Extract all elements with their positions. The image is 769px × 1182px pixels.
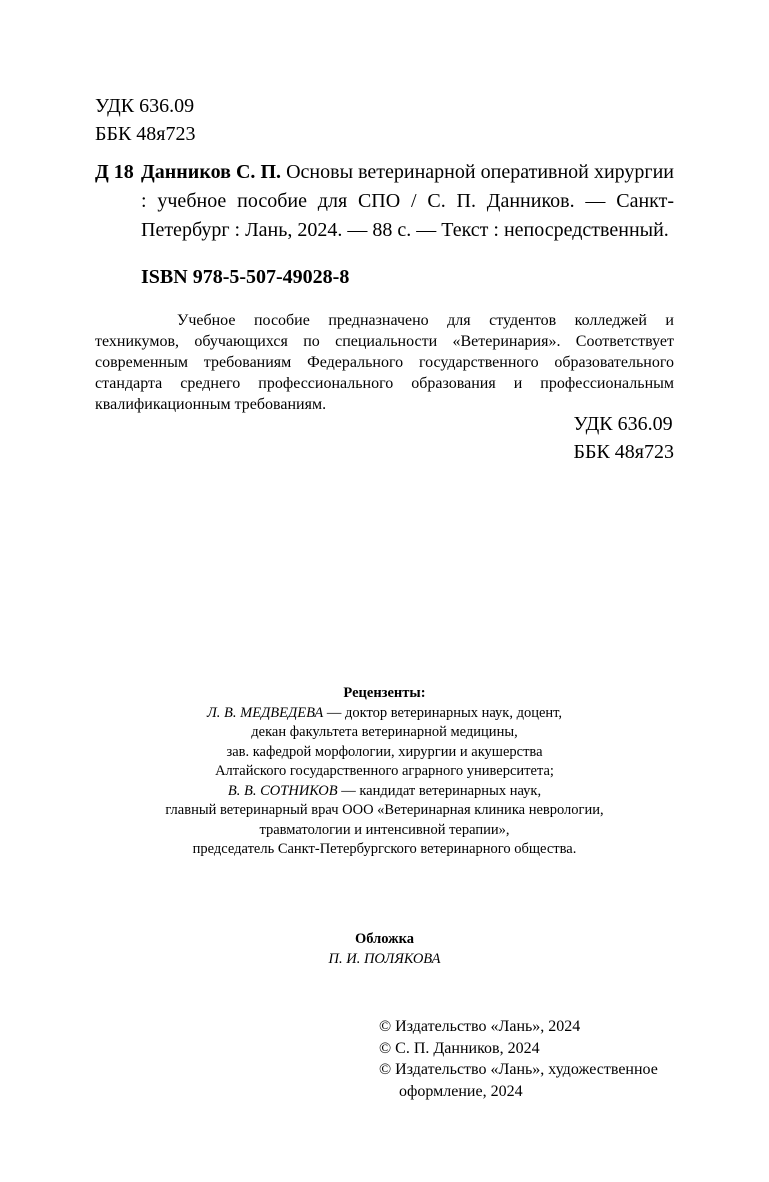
reviewer-1-line <box>95 704 674 724</box>
copyright-line: © Издательство «Лань», художественное оформление, 2024 <box>379 1061 658 1100</box>
copyright-line: © Издательство «Лань», 2024 <box>379 1018 581 1035</box>
copyright-line: © С. П. Данников, 2024 <box>379 1039 540 1057</box>
bbk-code: ББК 48я723 <box>573 441 674 463</box>
isbn: ISBN 978-5-507-49028-8 <box>141 266 350 288</box>
copyright-block <box>379 1016 699 1102</box>
udk-code: УДК 636.09 <box>573 413 673 435</box>
bibliographic-description <box>141 158 674 245</box>
author-code: Д 18 <box>95 161 134 183</box>
reviewer-1-title: — доктор ветеринарных наук, доцент, <box>323 704 563 721</box>
reviewer-2-position: главный ветеринарный врач ООО «Ветеринарная клиника неврологии, <box>165 802 604 818</box>
reviewer-2-society: председатель Санкт-Петербургского ветеринарного общества. <box>192 841 577 857</box>
reviewers-block <box>95 684 674 860</box>
classification-top <box>95 92 196 148</box>
annotation-text: Учебное пособие предназначено для студентов колледжей и техникумов, обучающихся по специальности «Ветеринария». Соответствует современным требованиям Федерального государственного образовательного стандарта среднего профессионального образования и профессиональным квалификационным требованиям. <box>95 312 674 413</box>
reviewers-heading: Рецензенты: <box>343 685 426 701</box>
classification-right <box>573 410 674 466</box>
udk-code: УДК 636.09 <box>95 95 195 117</box>
reviewer-1-university: Алтайского государственного аграрного университета; <box>215 763 554 779</box>
cover-designer: П. И. ПОЛЯКОВА <box>328 950 441 967</box>
cover-heading: Обложка <box>354 931 415 947</box>
description-text: Основы ветеринарной оперативной хирургии : учебное пособие для СПО / С. П. Данников. — Санкт-Петербург : Лань, 2024. — 88 с. — Текст : непосредственный. <box>141 161 675 241</box>
reviewer-1-position: декан факультета ветеринарной медицины, <box>251 724 518 740</box>
reviewer-2-title: — кандидат ветеринарных наук, <box>337 782 542 799</box>
bbk-code: ББК 48я723 <box>95 123 196 145</box>
reviewer-2-clinic: травматологии и интенсивной терапии», <box>259 821 510 838</box>
reviewer-2-line <box>95 782 674 802</box>
reviewer-1-name: Л. В. МЕДВЕДЕВА <box>206 704 324 721</box>
cover-credit <box>95 930 674 969</box>
reviewer-2-name: В. В. СОТНИКОВ <box>227 782 338 799</box>
bibliographic-record <box>95 158 674 245</box>
author-name: Данников С. П. <box>141 161 282 183</box>
reviewer-1-department: зав. кафедрой морфологии, хирургии и акушерства <box>226 743 543 760</box>
